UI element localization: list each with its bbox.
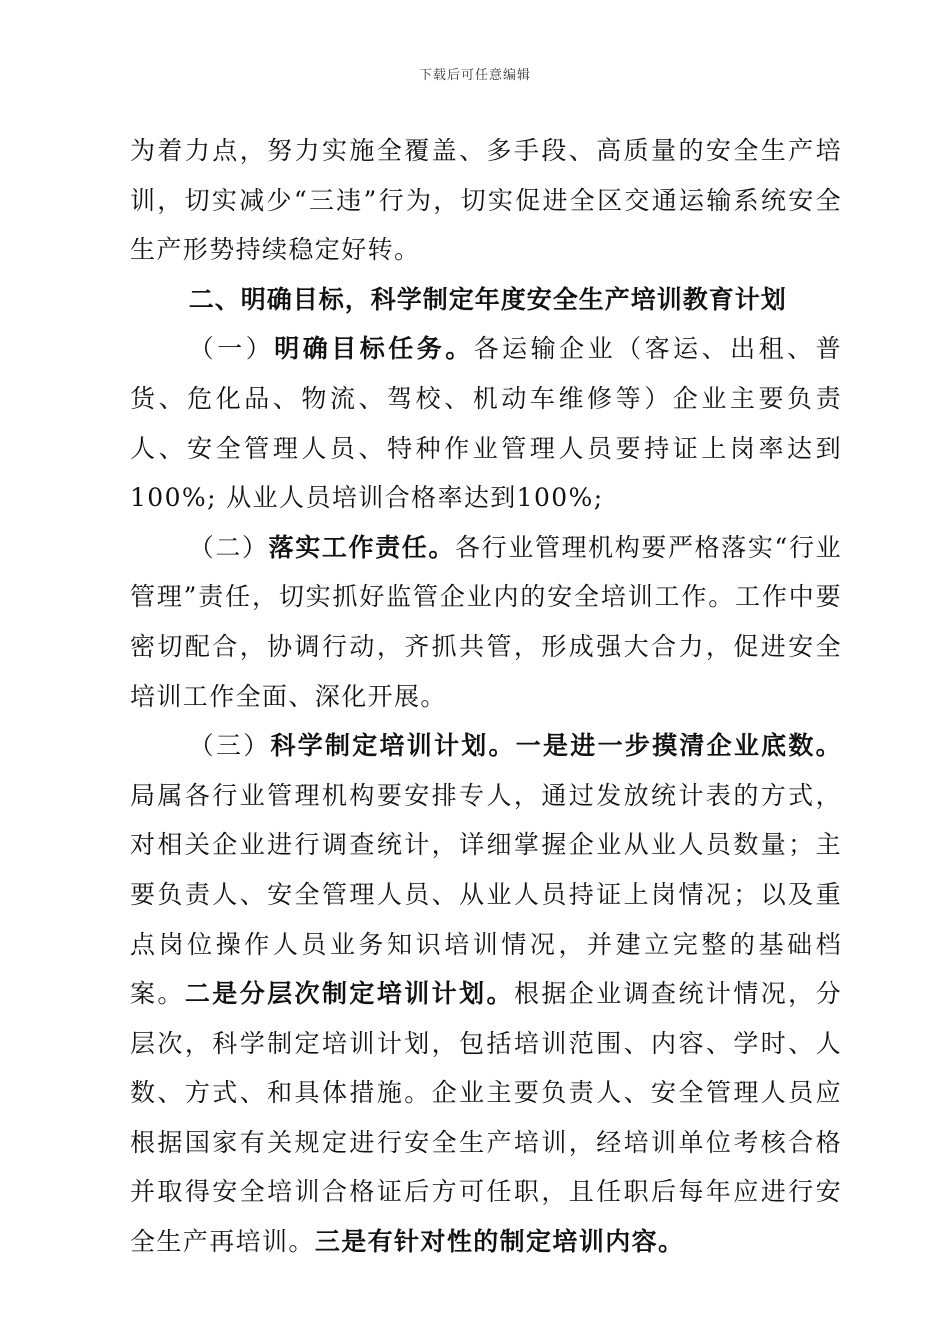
section-heading	[130, 275, 842, 325]
paragraph-bold-title: 明确目标任务。	[274, 334, 474, 364]
paragraph-lead: （一）	[188, 334, 275, 364]
document-body	[130, 126, 842, 1267]
paragraph-responsibility	[130, 523, 842, 721]
paragraph-bold-point: 二是分层次制定培训计划。	[184, 979, 514, 1009]
paragraph-lead: （二）	[188, 532, 269, 562]
paragraph-text: 各行业管理机构要严格落实“行业管理”责任，切实抓好监管企业内的安全培训工作。工作中要密切配合，协调行动，齐抓共管，形成强大合力，促进安全培训工作全面、深化开展。	[130, 532, 842, 711]
paragraph-text: 为着力点，努力实施全覆盖、多手段、高质量的安全生产培训，切实减少“三违”行为，切实促进全区交通运输系统安全生产形势持续稳定好转。	[130, 136, 842, 265]
paragraph-bold-point: 三是有针对性的制定培训内容。	[314, 1227, 685, 1257]
paragraph-text: 局属各行业管理机构要安排专人，通过发放统计表的方式，对相关企业进行调查统计，详细掌握企业从业人员数量；主要负责人、安全管理人员、从业人员持证上岗情况；以及重点岗位操作人员业务知识培训情况，并建立完整的基础档案。	[130, 780, 842, 1009]
page-header: 下载后可任意编辑	[418, 68, 531, 83]
paragraph-goals	[130, 324, 842, 522]
paragraph-text: 各运输企业（客运、出租、普货、危化品、物流、驾校、机动车维修等）企业主要负责人、安全管理人员、特种作业管理人员要持证上岗率达到100%; 从业人员培训合格率达到100%;	[130, 334, 842, 513]
section-heading-text: 二、明确目标，科学制定年度安全生产培训教育计划	[188, 284, 787, 314]
paragraph-intro	[130, 126, 842, 275]
paragraph-lead: （三）	[188, 731, 271, 761]
paragraph-bold-title: 落实工作责任。	[268, 532, 456, 562]
paragraph-bold-title: 科学制定培训计划。一是进一步摸清企业底数。	[270, 731, 842, 761]
paragraph-plan	[130, 721, 842, 1267]
paragraph-text: 根据企业调查统计情况，分层次，科学制定培训计划，包括培训范围、内容、学时、人数、方式、和具体措施。企业主要负责人、安全管理人员应根据国家有关规定进行安全生产培训，经培训单位考核合格并取得安全培训合格证后方可任职，且任职后每年应进行安全生产再培训。	[130, 979, 842, 1257]
